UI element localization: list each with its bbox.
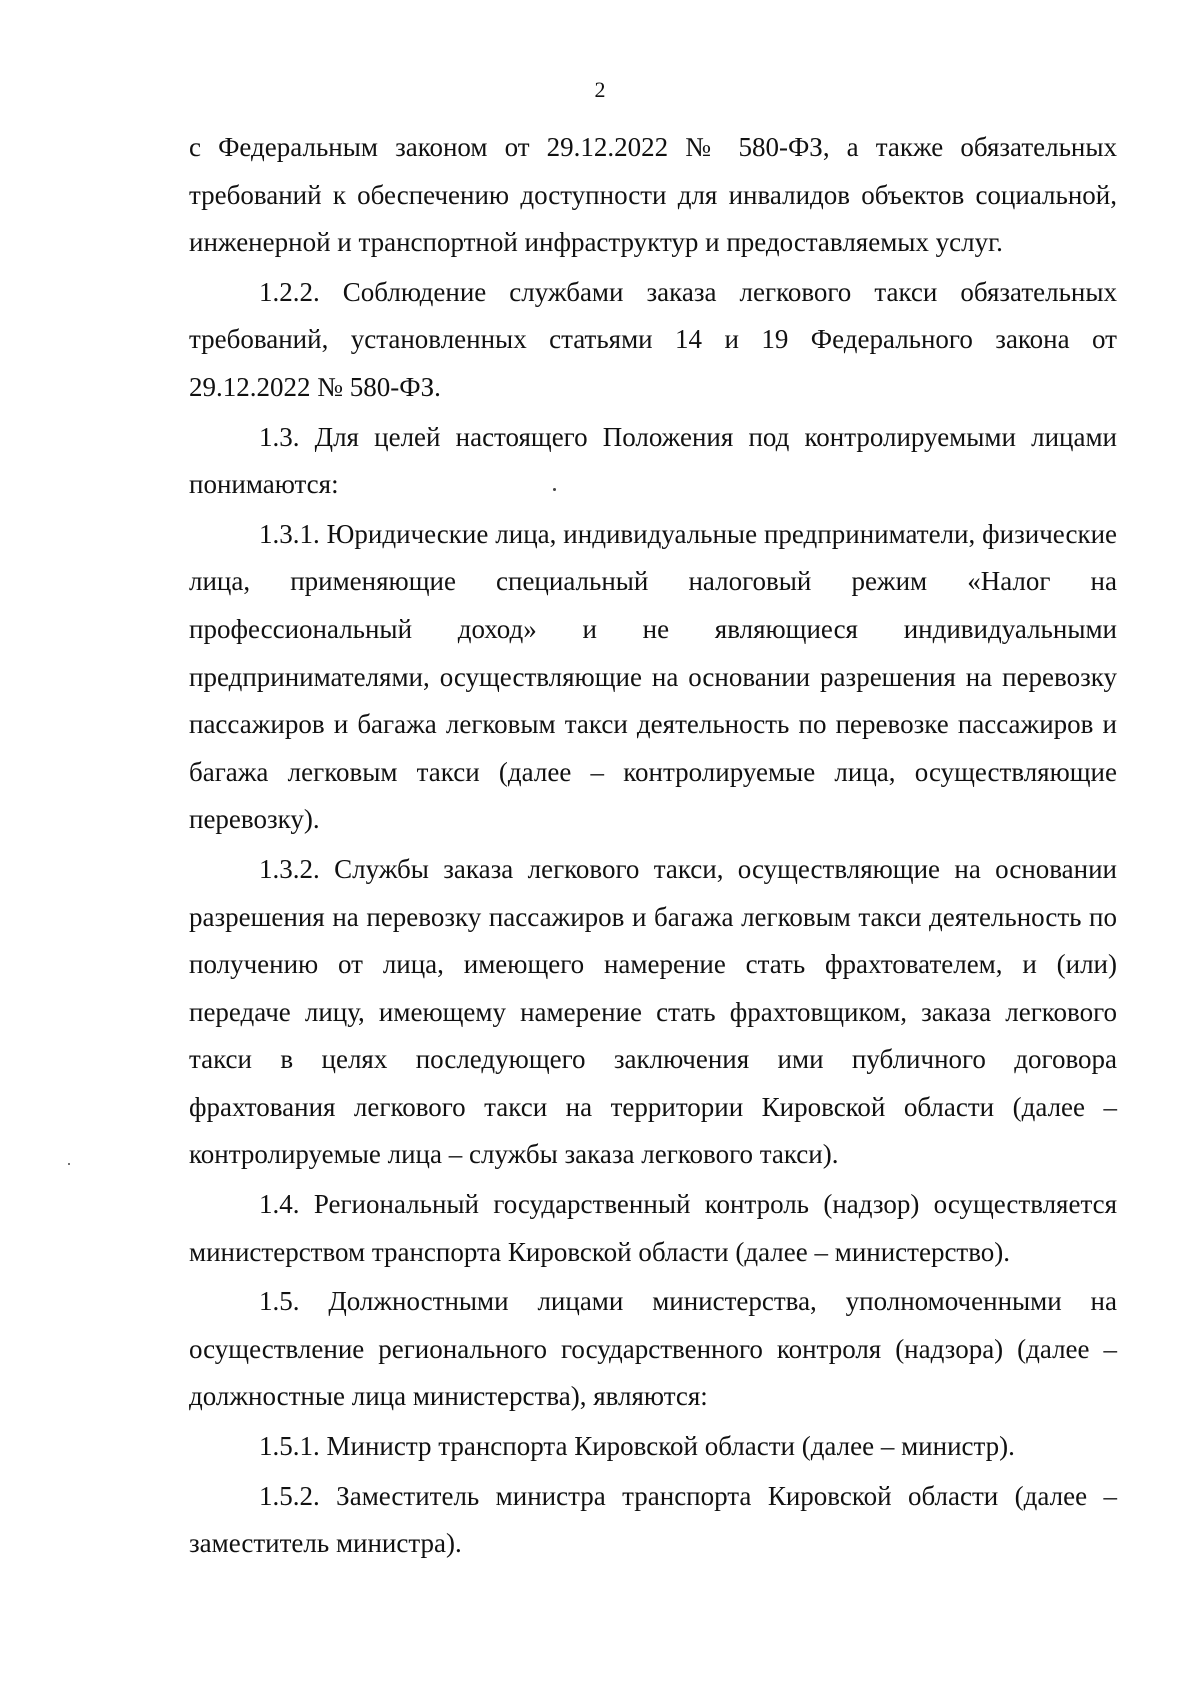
document-body	[189, 124, 1117, 1570]
paragraph-1-5: 1.5. Должностными лицами министерства, уполномоченными на осуществление регионального государственного контроля (надзора) (далее – должностные лица министерства), являются:	[189, 1286, 1117, 1412]
paragraph-1-5-1: 1.5.1. Министр транспорта Кировской области (далее – министр).	[259, 1431, 1015, 1462]
paragraph-1-4: 1.4. Региональный государственный контроль (надзор) осуществляется министерством транспорта Кировской области (далее – министерство).	[189, 1189, 1117, 1267]
paragraph-continuation: с Федеральным законом от 29.12.2022 № 580-ФЗ, а также обязательных требований к обеспечению доступности для инвалидов объектов социальной, инженерной и транспортной инфраструктур и предоставляемых услуг.	[189, 132, 1117, 258]
paragraph-1-3-1: 1.3.1. Юридические лица, индивидуальные предприниматели, физические лица, применяющие специальный налоговый режим «Налог на профессиональный доход» и не являющиеся индивидуальными предпринимателями, осуществляющие на основании разрешения на перевозку пассажиров и багажа легковым такси деятельность по перевозке пассажиров и багажа легковым такси (далее – контролируемые лица, осуществляющие перевозку).	[189, 518, 1117, 835]
paragraph-1-2-2: 1.2.2. Соблюдение службами заказа легкового такси обязательных требований, установленных статьями 14 и 19 Федерального закона от 29.12.2022 № 580-ФЗ.	[189, 276, 1117, 402]
scan-speck	[68, 1163, 70, 1165]
paragraph-1-3-2: 1.3.2. Службы заказа легкового такси, осуществляющие на основании разрешения на перевозку пассажиров и багажа легковым такси деятельность по получению от лица, имеющего намерение стать фрахтователем, и (или) передаче лицу, имеющему намерение стать фрахтовщиком, заказа легкового такси в целях последующего заключения ими публичного договора фрахтования легкового такси на территории Кировской области (далее – контролируемые лица – службы заказа легкового такси).	[189, 853, 1117, 1170]
scan-speck	[553, 488, 556, 491]
paragraph-1-5-2: 1.5.2. Заместитель министра транспорта Кировской области (далее – заместитель министра).	[189, 1480, 1117, 1559]
paragraph-1-3: 1.3. Для целей настоящего Положения под контролируемыми лицами понимаются:	[189, 421, 1117, 500]
page-number: 2	[594, 77, 606, 102]
